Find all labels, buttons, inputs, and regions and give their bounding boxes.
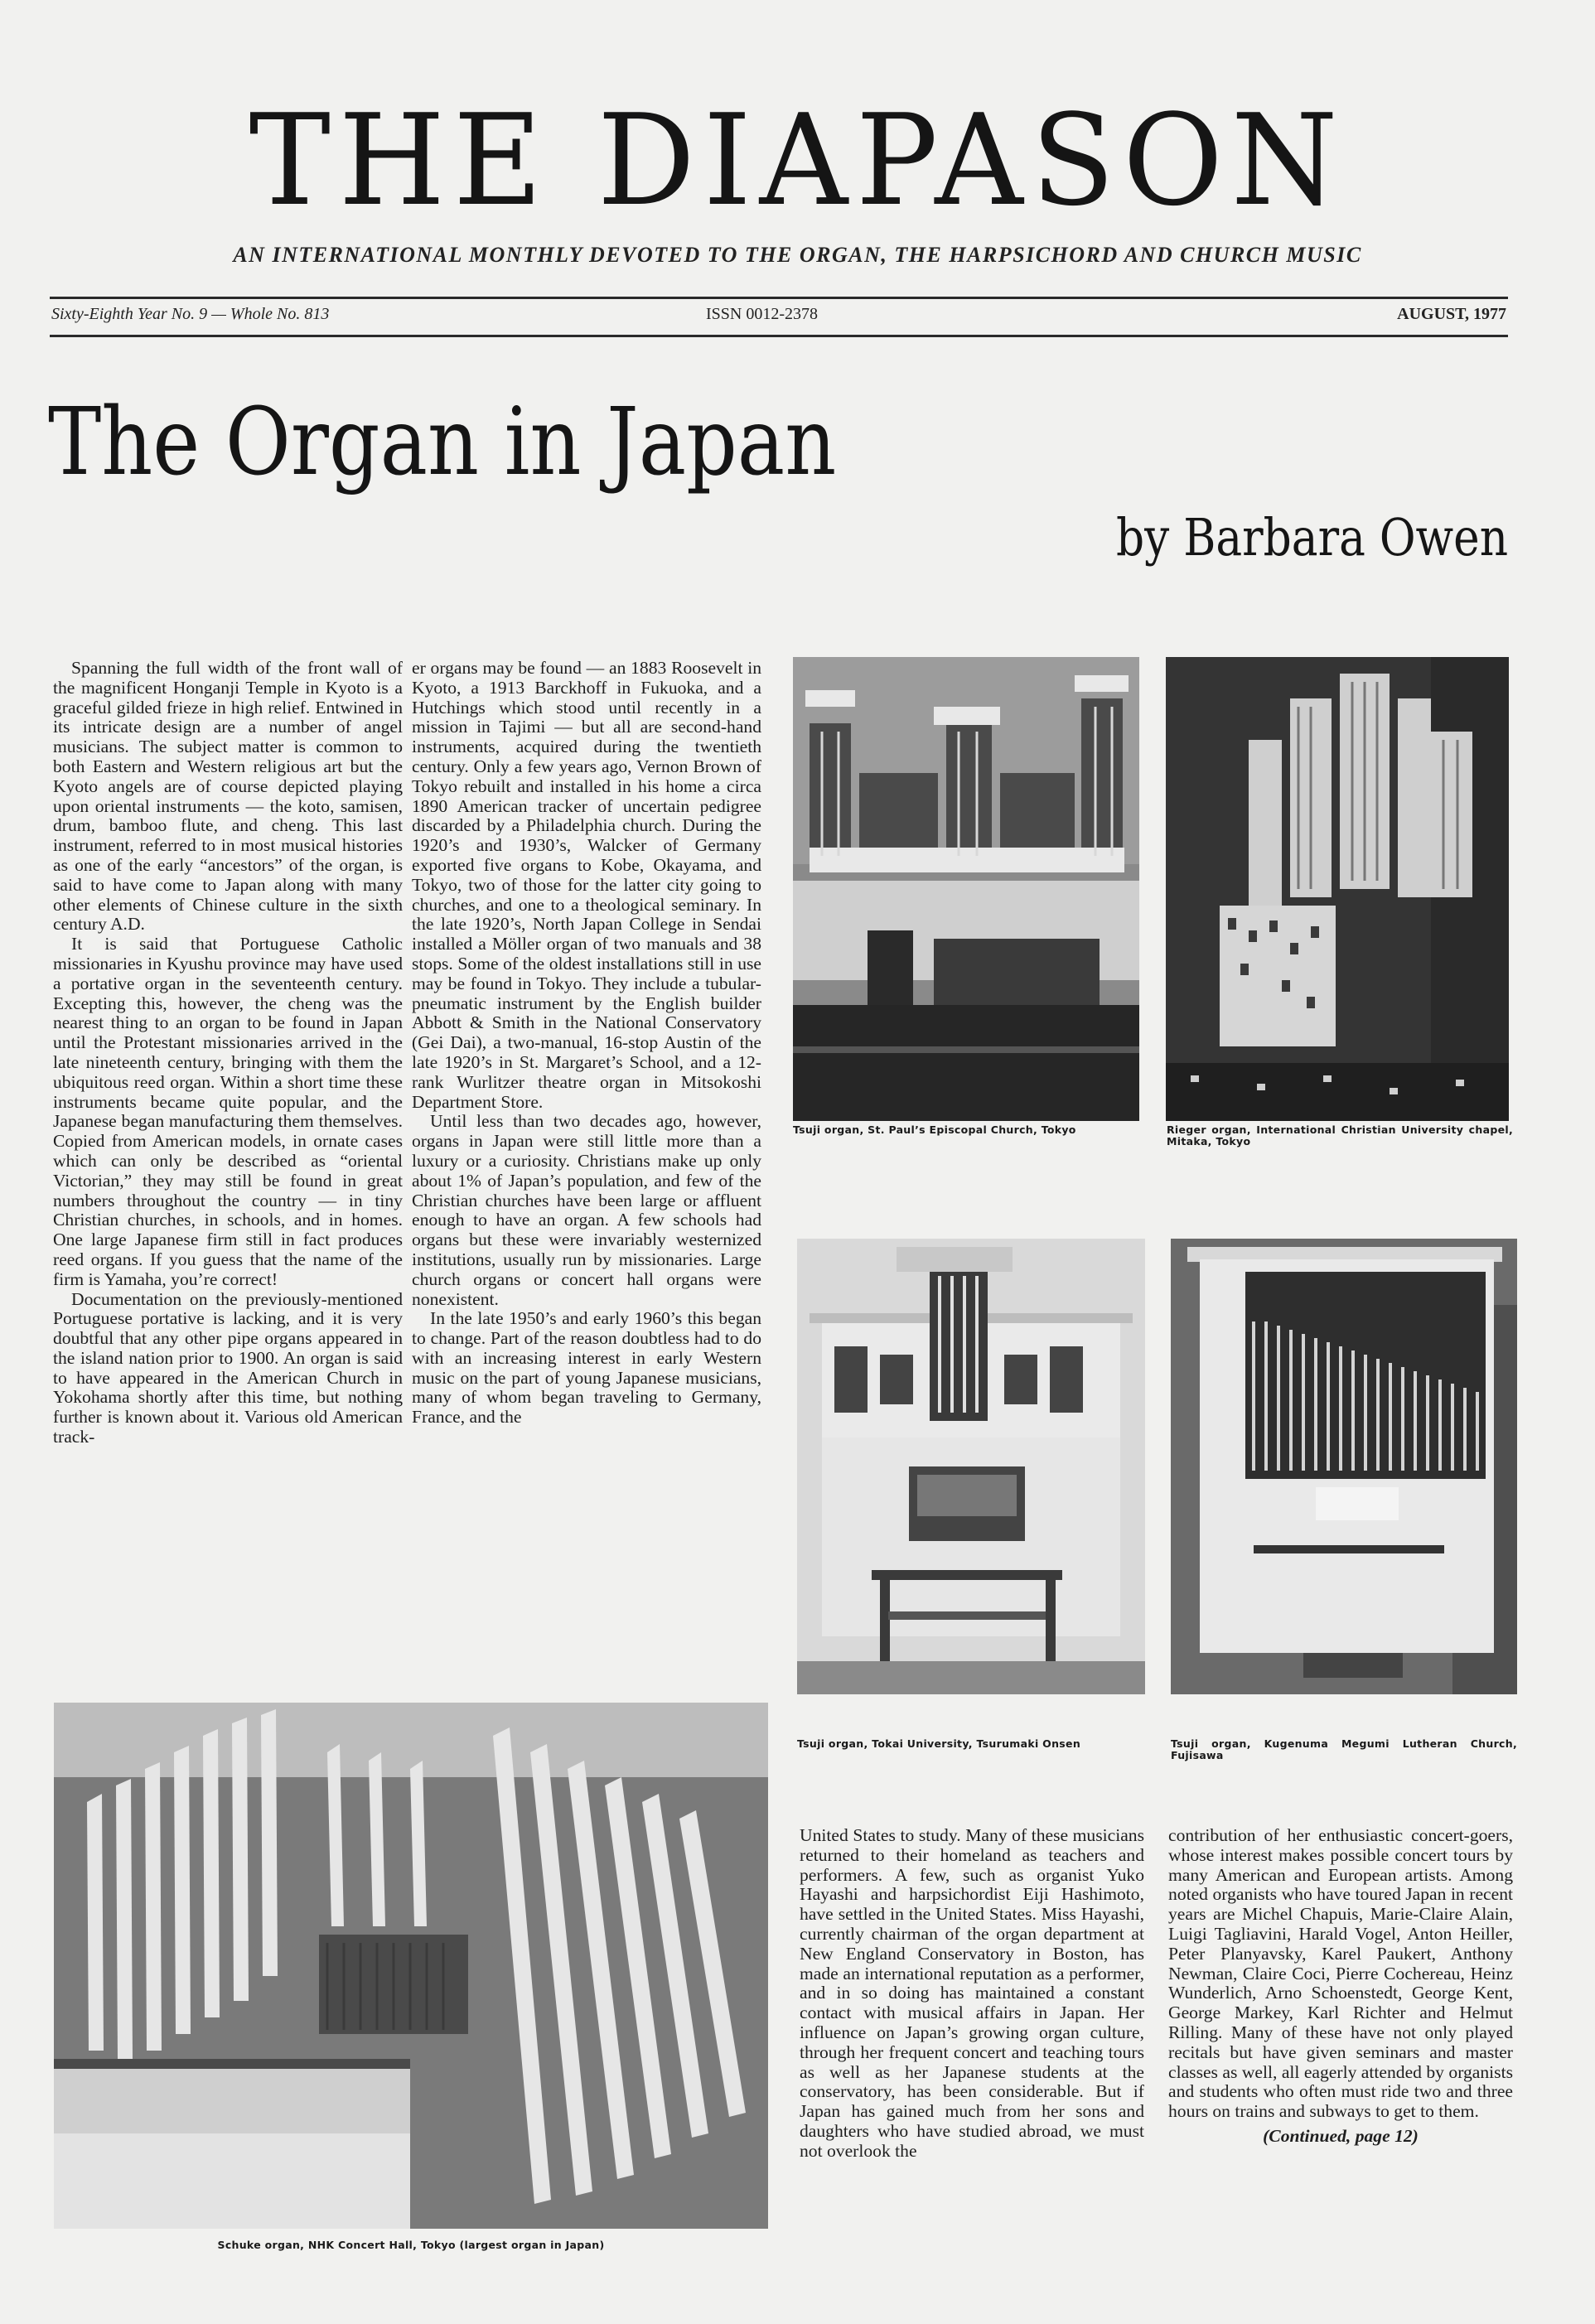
photo-tsuji-tokai <box>797 1239 1145 1694</box>
photo-tsuji-kugenuma <box>1171 1239 1517 1694</box>
masthead-subtitle: AN INTERNATIONAL MONTHLY DEVOTED TO THE ORGAN, THE HARPSICHORD AND CHURCH MUSIC <box>233 243 1362 267</box>
issue-number: Sixty-Eighth Year No. 9 — Whole No. 813 <box>51 305 330 323</box>
masthead-rule-bottom <box>50 335 1508 337</box>
paragraph: Documentation on the previously-mentioned Portuguese portative is lacking, and it is very doubtful that any other pipe organs appeared in the island nation prior to 1900. An organ is said to have appeared in the American Church in Yokohama shortly after this time, but nothing further is known about it. Various old American track- <box>53 1288 403 1447</box>
paragraph: er organs may be found — an 1883 Roosevelt in Kyoto, a 1913 Barckhoff in Fukuoka, and a Hutchings which stood until recently in a mission in Tajimi — but all are second-hand instruments, acquired during the twentieth century. Only a few years ago, Vernon Brown of Tokyo rebuilt and installed in his home a circa 1890 American tracker of uncertain pedigree discarded by a Philadelphia church. During the 1920’s and 1930’s, Walcker of Germany exported five organs to Kobe, Okayama, and Tokyo, two of those for the latter city going to churches, and one to a theological seminary. In the late 1920’s, North Japan College in Sendai installed a Möller organ of two manuals and 38 stops. Some of the oldest installations still in use may be found in Tokyo. They include a tubular-pneumatic instrument by the English builder Abbott & Smith in the National Conservatory (Gei Dai), a two-manual, 16-stop Austin of the late 1920’s in St. Margaret’s School, and a 12-rank Wurlitzer theatre organ in Mitsokoshi Department Store. <box>412 658 761 1112</box>
paragraph: contribution of her enthusiastic concert-goers, whose interest makes possible concert tours by many American and European artists. Among noted organists who have toured Japan in recent years are Michel Chapuis, Marie-Claire Alain, Luigi Tagliavini, Harald Vogel, Anton Heiller, Peter Planyavsky, Karel Paukert, Anthony Newman, Claire Coci, Pierre Cochereau, Heinz Wunderlich, Arno Schoenstedt, George Kent, George Markey, Karl Richter and Helmut Rilling. Many of these have not only played recitals but have given seminars and master classes as well, all eagerly attended by organists and students who often must ride two and three hours on trains and subways to get to them. <box>1168 1825 1513 2122</box>
article-column-3 <box>800 1826 1144 2162</box>
photo-caption: Schuke organ, NHK Concert Hall, Tokyo (largest organ in Japan) <box>217 2239 605 2251</box>
photo-schuke-nhk <box>54 1703 768 2229</box>
paragraph: Spanning the full width of the front wall of the magnificent Honganji Temple in Kyoto is a graceful gilded frieze in high relief. Entwined in its intricate design are a number of angel musicians. The subject matter is common to both Eastern and Western religious art but the Kyoto angels are of course depicted playing upon oriental instruments — the koto, samisen, drum, bamboo flute, and cheng. This last instrument, referred to in most musical histories as one of the early “ancestors” of the organ, is said to have come to Japan along with many other elements of Chinese culture in the sixth century A.D. <box>53 658 403 935</box>
photo-caption: Tsuji organ, Tokai University, Tsurumaki Onsen <box>797 1737 1081 1750</box>
paragraph: In the late 1950’s and early 1960’s this began to change. Part of the reason doubtless had to do with an increasing interest in early Western music on the part of young Japanese musicians, many of whom began traveling to Germany, France, and the <box>412 1308 761 1428</box>
photo-caption: Tsuji organ, Kugenuma Megumi Lutheran Church, Fujisawa <box>1171 1737 1517 1761</box>
article-column-2 <box>412 659 761 1428</box>
photo-caption: Rieger organ, International Christian University chapel, Mitaka, Tokyo <box>1167 1123 1513 1148</box>
paragraph: United States to study. Many of these musicians returned to their homeland as teachers and performers. A few, such as organist Yuko Hayashi and harpsichordist Eiji Hashimoto, have settled in the United States. Miss Hayashi, currently chairman of the organ department at New England Conservatory in Boston, has made an international reputation as a performer, and in so doing has maintained a constant contact with musical affairs in Japan. Her influence on Japan’s growing organ culture, through her frequent concert and teaching tours as well as her Japanese students at the conservatory, has been considerable. But if Japan has gained much from her sons and daughters who have studied abroad, we must not overlook the <box>800 1825 1144 2161</box>
photo-caption: Tsuji organ, St. Paul’s Episcopal Church, Tokyo <box>793 1123 1076 1136</box>
masthead-title: THE DIAPASON <box>249 87 1346 234</box>
article-column-1 <box>53 659 403 1447</box>
issue-date: AUGUST, 1977 <box>1397 305 1506 323</box>
photo-rieger-icu <box>1166 657 1509 1121</box>
paragraph: Until less than two decades ago, however, organs in Japan were still little more than a luxury or a curiosity. Christians make up only about 1% of Japan’s population, and few of the Christian churches have been large or affluent enough to have an organ. A few schools had organs but these were invariably westernized institutions, usually run by missionaries. Large church organs or concert hall organs were nonexistent. <box>412 1111 761 1309</box>
continued-note: (Continued, page 12) <box>1263 2125 1419 2146</box>
photo-tsuji-st-pauls <box>793 657 1139 1121</box>
masthead-rule-top <box>50 297 1508 299</box>
issn: ISSN 0012-2378 <box>706 305 819 323</box>
article-byline: by Barbara Owen <box>1115 507 1508 568</box>
article-column-4 <box>1168 1826 1513 2147</box>
paragraph: It is said that Portuguese Catholic missionaries in Kyushu province may have used a portative organ in the seventeenth century. Excepting this, however, the cheng was the nearest thing to an organ to be found in Japan until the Protestant missionaries arrived in the late nineteenth century, bringing with them the ubiquitous reed organ. Within a short time these instruments became quite popular, and the Japanese began manufacturing them themselves. Copied from American models, in ornate cases which can only be described as “oriental Victorian,” they may still be found in great numbers throughout the country — in tiny Christian churches, in schools, and in homes. One large Japanese firm still in fact produces reed organs. If you guess that the name of the firm is Yamaha, you’re correct! <box>53 934 403 1289</box>
article-title: The Organ in Japan <box>48 389 837 496</box>
issue-info-line <box>51 305 1506 330</box>
